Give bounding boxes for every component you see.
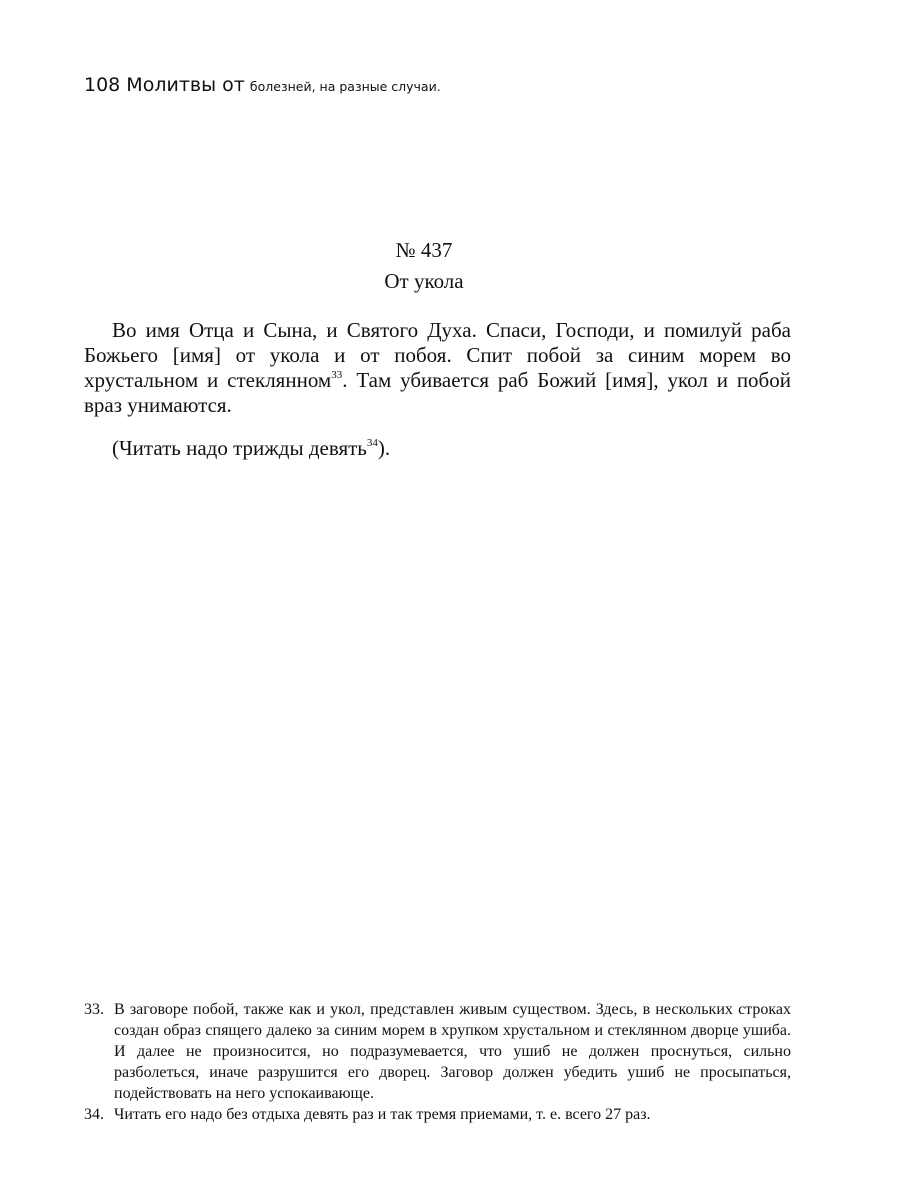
footnote-ref-34: 34 [366,437,378,449]
footnote-34 [84,1104,791,1125]
running-header-small: болезней, на разные случаи. [249,79,441,94]
footnotes [84,999,791,1125]
footnote-text: Читать его надо без отдыха девять раз и так тремя приемами, т. е. всего 27 раз. [114,1106,651,1123]
footnote-ref-33: 33 [331,369,343,381]
footnote-number: 33. [84,1001,104,1018]
footnote-number: 34. [84,1106,104,1123]
prayer-text [84,318,791,418]
footnote-text: В заговоре побой, также как и укол, представлен живым существом. Здесь, в нескольких строках создан образ спящего далеко за синим морем в хрупком хрустальном и стеклянном дворце ушиба. И далее не произносится, но подразумевается, что ушиб не должен проснуться, сильно разболеться, иначе разрушится его дворец. Заговор должен убедить ушиб не просыпаться, подействовать на него успокаивающе. [114,1001,791,1102]
prayer-text-part2: . Там убивается раб Божий [имя], укол и побой враз унимаются. [84,368,791,417]
running-header-large: 108 Молитвы от [84,74,245,96]
prayer-number: № 437 [395,238,453,262]
footnote-33 [84,999,791,1104]
instruction-part2: ). [377,436,391,460]
instruction-part1: (Читать надо трижды девять [112,436,367,460]
prayer-text-part1: Во имя Отца и Сына, и Святого Духа. Спаси, Господи, и помилуй раба Божьего [имя] от укола и от побоя. Спит побой за синим морем во хрустальном и стеклянном [84,318,791,392]
running-header [84,74,441,96]
prayer-title: От укола [384,269,464,293]
reading-instruction [84,436,791,461]
